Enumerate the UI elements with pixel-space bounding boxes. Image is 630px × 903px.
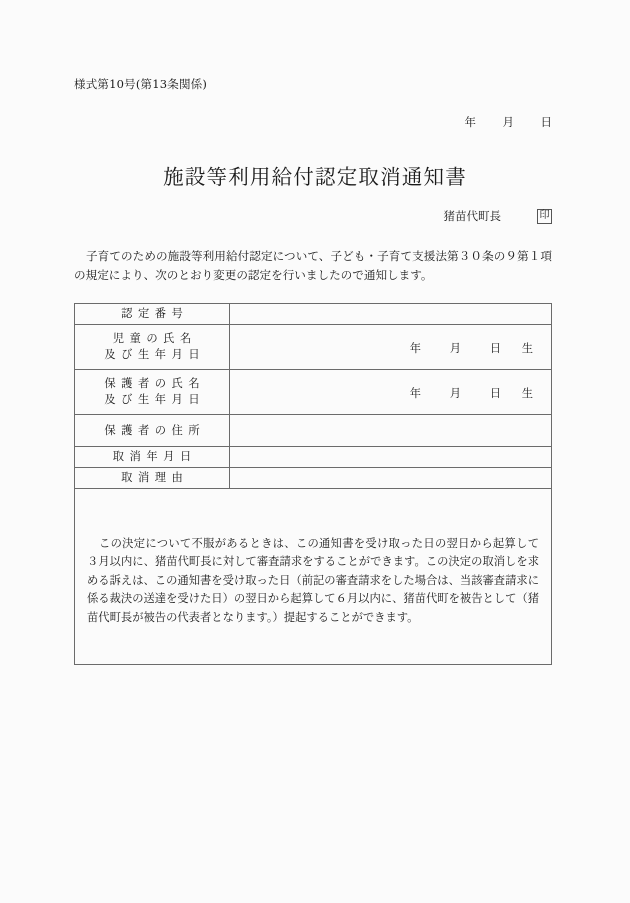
row-label-guardian-address: 保護者の住所 [75, 415, 230, 447]
row-value-guardian-name-birth[interactable] [230, 370, 552, 415]
issuer-line [444, 208, 553, 224]
table-row-notice [75, 489, 552, 665]
table-row [75, 325, 552, 370]
appeal-notice-paragraph: この決定について不服があるときは、この通知書を受け取った日の翌日から起算して３月以内に、猪苗代町長に対して審査請求をすることができます。この決定の取消しを求める訴えは、この通知書を受け取った日（前記の審査請求をした場合は、当該審査請求に係る裁決の送達を受けた日）の翌日から起算して６月以内に、猪苗代町を被告として（猪苗代町長が被告の代表者となります。）提起することができます。 [87, 536, 539, 624]
issue-date-day-label: 日 [540, 115, 552, 129]
birth-year-label: 年 [409, 342, 421, 355]
birth-month-label: 月 [449, 342, 461, 355]
birth-day-label: 日 [489, 342, 501, 355]
birth-born-label: 生 [521, 342, 533, 355]
row-label-child-name-birth: 児童の氏名 及び生年月日 [75, 325, 230, 370]
row-label-cancellation-reason: 取消理由 [75, 468, 230, 489]
seal-stamp-box: 印 [537, 209, 552, 224]
birth-date-line [240, 338, 541, 356]
row-value-certification-number[interactable] [230, 304, 552, 325]
issue-date-year-label: 年 [464, 115, 476, 129]
row-label-guardian-name-birth: 保護者の氏名 及び生年月日 [75, 370, 230, 415]
birth-month-label: 月 [449, 387, 461, 400]
table-row [75, 447, 552, 468]
table-row [75, 370, 552, 415]
page-title: 施設等利用給付認定取消通知書 [163, 165, 467, 189]
form-number: 様式第10号(第13条関係) [74, 77, 208, 91]
row-value-child-name-birth[interactable] [230, 325, 552, 370]
table-row [75, 468, 552, 489]
table-row [75, 415, 552, 447]
birth-date-line [240, 383, 541, 401]
certification-table [74, 303, 552, 665]
birth-born-label: 生 [521, 387, 533, 400]
issue-date-month-label: 月 [502, 115, 514, 129]
row-value-guardian-address[interactable] [230, 415, 552, 447]
row-label-certification-number: 認定番号 [75, 304, 230, 325]
issue-date-line [465, 114, 553, 130]
row-value-cancellation-date[interactable] [230, 447, 552, 468]
table-row [75, 304, 552, 325]
birth-year-label: 年 [409, 387, 421, 400]
birth-day-label: 日 [489, 387, 501, 400]
row-label-cancellation-date: 取消年月日 [75, 447, 230, 468]
issuer-name: 猪苗代町長 [443, 209, 501, 223]
row-value-cancellation-reason[interactable] [230, 468, 552, 489]
intro-paragraph: 子育てのための施設等利用給付認定について、子ども・子育て支援法第３０条の９第１項の規定により、次のとおり変更の認定を行いましたので通知します。 [74, 249, 552, 282]
notice-cell [75, 489, 552, 665]
